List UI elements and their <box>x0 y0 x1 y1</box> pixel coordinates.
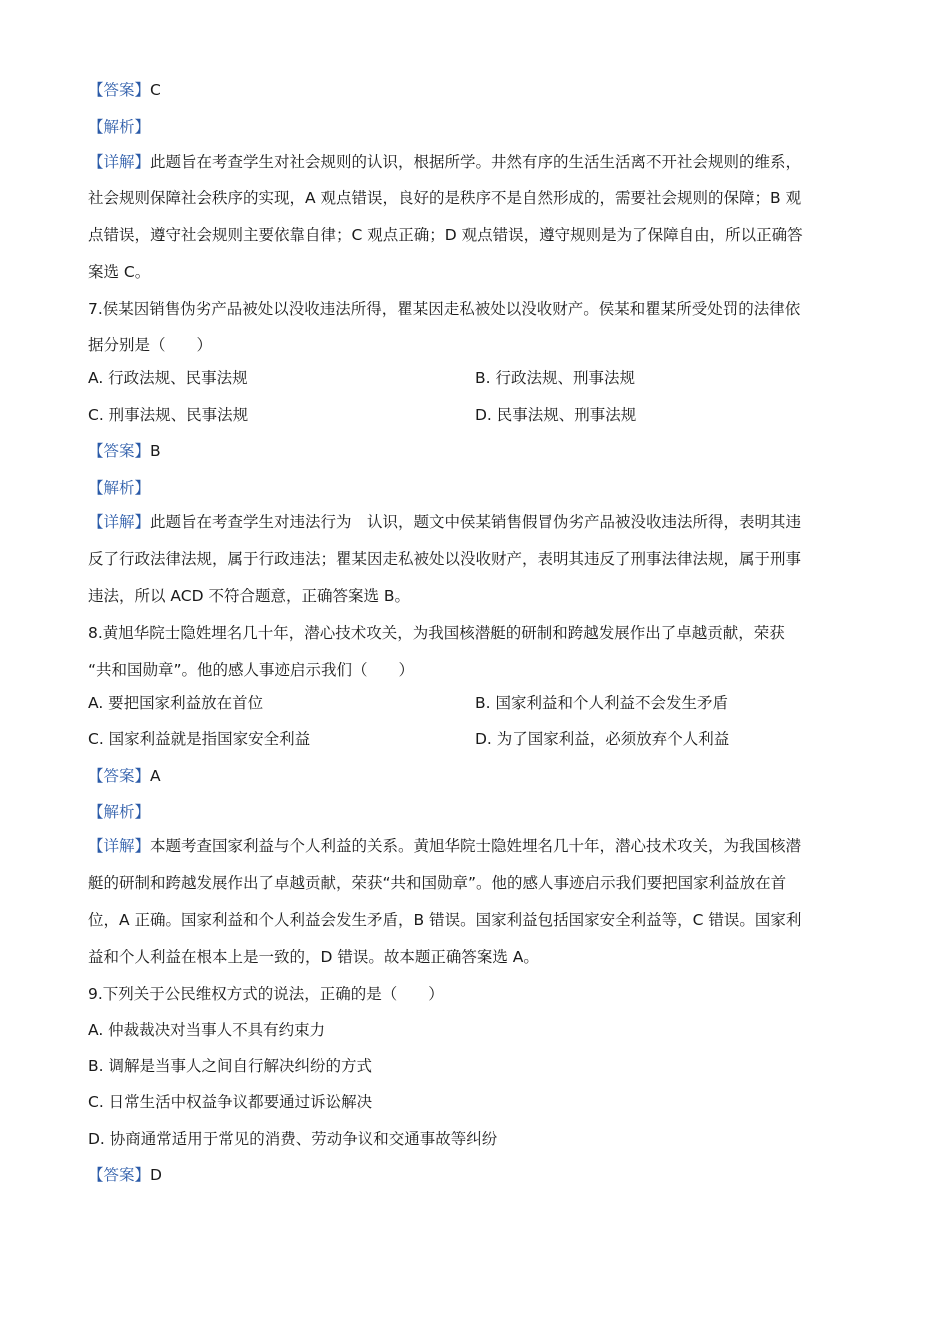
detail-tag: 【详解】 <box>88 153 151 171</box>
q7-option-d: D. 民事法规、刑事法规 <box>475 406 637 424</box>
detail-text: 此题旨在考查学生对社会规则的认识，根据所学。井然有序的生活生活离不开社会规则的维系， <box>150 153 802 171</box>
q7-analysis-tag: 【解析】 <box>88 479 151 497</box>
q7-option-a: A. 行政法规、民事法规 <box>88 369 248 387</box>
q6-detail-line: 案选 C。 <box>88 263 151 281</box>
q7-option-c: C. 刑事法规、民事法规 <box>88 406 249 424</box>
q8-analysis-tag: 【解析】 <box>88 803 151 821</box>
answer-tag: 【答案】 <box>88 81 151 99</box>
q7-option-b: B. 行政法规、刑事法规 <box>475 369 635 387</box>
detail-tag: 【详解】 <box>88 513 151 531</box>
q7-detail-line: 反了行政法律法规，属于行政违法；瞿某因走私被处以没收财产，表明其违反了刑事法律法规，属于刑事 <box>88 550 802 568</box>
answer-tag: 【答案】 <box>88 1166 151 1184</box>
q8-option-b: B. 国家利益和个人利益不会发生矛盾 <box>475 694 728 712</box>
q7-answer <box>88 441 878 461</box>
q7-detail-line <box>88 512 878 532</box>
answer-tag: 【答案】 <box>88 767 151 785</box>
answer-tag: 【答案】 <box>88 442 151 460</box>
q9-answer <box>88 1165 878 1185</box>
detail-text: 本题考查国家利益与个人利益的关系。黄旭华院士隐姓埋名几十年，潜心技术攻关，为我国核潜 <box>150 837 802 855</box>
q8-stem: 8.黄旭华院士隐姓埋名几十年，潜心技术攻关，为我国核潜艇的研制和跨越发展作出了卓越贡献，荣获 <box>88 624 785 642</box>
q9-option-d: D. 协商通常适用于常见的消费、劳动争议和交通事故等纠纷 <box>88 1130 498 1148</box>
q8-detail-line: 艇的研制和跨越发展作出了卓越贡献，荣获“共和国勋章”。他的感人事迹启示我们要把国家利益放在首 <box>88 874 787 892</box>
q8-detail-line <box>88 836 878 856</box>
q8-option-a: A. 要把国家利益放在首位 <box>88 694 264 712</box>
q6-detail-line <box>88 152 878 172</box>
q8-option-c: C. 国家利益就是指国家安全利益 <box>88 730 311 748</box>
answer-value: C <box>150 81 161 99</box>
q6-detail-line: 社会规则保障社会秩序的实现，A 观点错误，良好的是秩序不是自然形成的，需要社会规则的保障；B 观 <box>88 189 802 207</box>
detail-text: 此题旨在考查学生对违法行为 认识，题文中侯某销售假冒伪劣产品被没收违法所得，表明其违 <box>150 513 802 531</box>
q9-option-b: B. 调解是当事人之间自行解决纠纷的方式 <box>88 1057 372 1075</box>
q7-stem: 7.侯某因销售伪劣产品被处以没收违法所得，瞿某因走私被处以没收财产。侯某和瞿某所受处罚的法律依 <box>88 300 801 318</box>
q6-detail-line: 点错误，遵守社会规则主要依靠自律；C 观点正确；D 观点错误，遵守规则是为了保障自由，所以正确答 <box>88 226 803 244</box>
q8-detail-line: 益和个人利益在根本上是一致的，D 错误。故本题正确答案选 A。 <box>88 948 539 966</box>
q6-answer <box>88 80 878 100</box>
q9-stem: 9.下列关于公民维权方式的说法，正确的是（ ） <box>88 985 444 1003</box>
q8-option-d: D. 为了国家利益，必须放弃个人利益 <box>475 730 730 748</box>
q7-stem: 据分别是（ ） <box>88 336 213 354</box>
q8-answer <box>88 766 878 786</box>
q6-analysis-tag: 【解析】 <box>88 118 151 136</box>
answer-value: D <box>150 1166 162 1184</box>
q9-option-a: A. 仲裁裁决对当事人不具有约束力 <box>88 1021 326 1039</box>
answer-value: B <box>150 442 161 460</box>
q7-detail-line: 违法，所以 ACD 不符合题意，正确答案选 B。 <box>88 587 411 605</box>
q8-detail-line: 位，A 正确。国家利益和个人利益会发生矛盾，B 错误。国家利益包括国家安全利益等，C 错误。国家利 <box>88 911 802 929</box>
q9-option-c: C. 日常生活中权益争议都要通过诉讼解决 <box>88 1093 373 1111</box>
q8-stem: “共和国勋章”。他的感人事迹启示我们（ ） <box>88 661 415 679</box>
answer-value: A <box>150 767 161 785</box>
detail-tag: 【详解】 <box>88 837 151 855</box>
